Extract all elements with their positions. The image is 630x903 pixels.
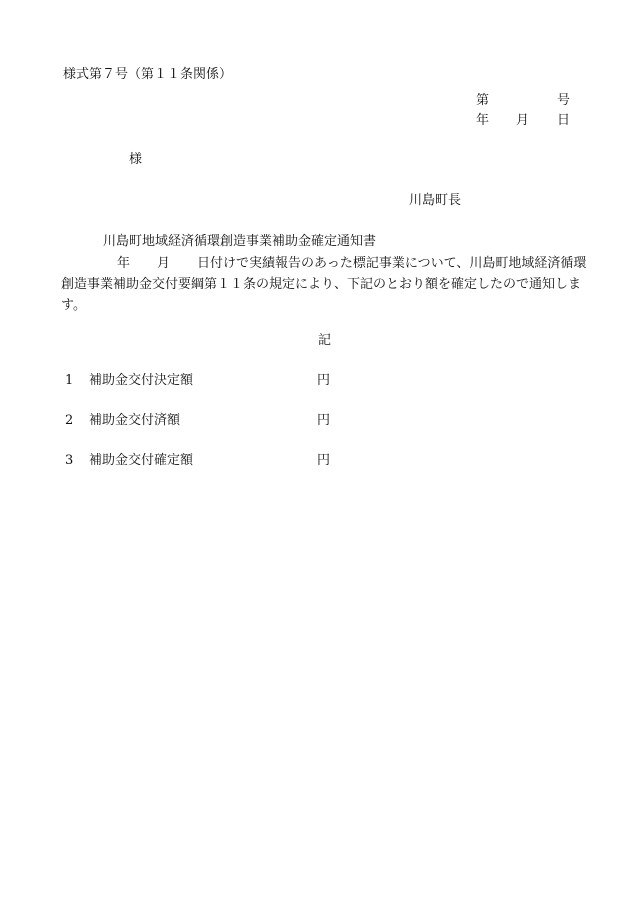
body-year: 年	[117, 256, 131, 271]
item-1-label: 補助金交付決定額	[89, 373, 194, 388]
item-2-number: 2	[65, 413, 74, 428]
sender-name: 川島町長	[409, 193, 462, 208]
date-year: 年	[476, 113, 490, 128]
ki-heading: 記	[318, 333, 332, 348]
item-3-number: 3	[65, 453, 74, 468]
body-paragraph	[61, 253, 591, 316]
body-month: 月	[157, 256, 171, 271]
item-2-unit: 円	[317, 413, 331, 428]
addressee-suffix: 様	[129, 152, 143, 167]
document-number-prefix: 第	[476, 93, 490, 108]
item-1-unit: 円	[317, 373, 331, 388]
document-number-suffix: 号	[557, 93, 571, 108]
item-3-unit: 円	[317, 453, 331, 468]
document-title: 川島町地域経済循環創造事業補助金確定通知書	[103, 234, 377, 249]
body-text: 日付けで実績報告のあった標記事業について、川島町地域経済循環創造事業補助金交付要綱第１１条の規定により、下記のとおり額を確定したので通知します。	[61, 256, 587, 313]
date-month: 月	[516, 113, 530, 128]
item-2-label: 補助金交付済額	[89, 413, 181, 428]
item-1-number: 1	[65, 373, 74, 388]
date-day: 日	[557, 113, 571, 128]
form-number-header: 様式第７号（第１１条関係）	[63, 67, 233, 82]
item-3-label: 補助金交付確定額	[89, 453, 194, 468]
